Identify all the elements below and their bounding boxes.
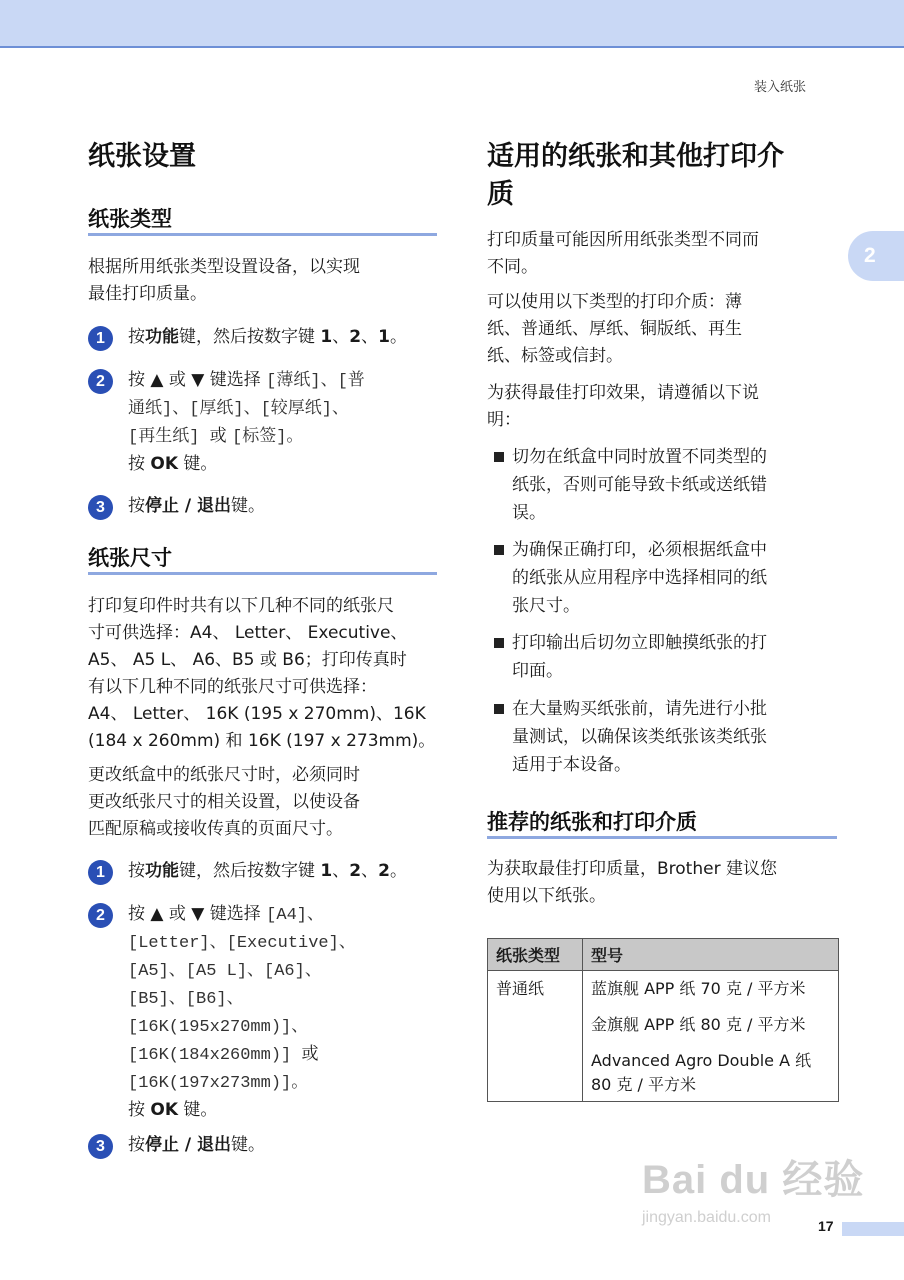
paper-type-step-1: 按功能键，然后按数字键 1、2、1。 bbox=[128, 327, 407, 347]
bullet-item: 切勿在纸盒中同时放置不同类型的 纸张，否则可能导致卡纸或送纸错 误。 bbox=[512, 447, 767, 523]
footer-bar bbox=[842, 1222, 904, 1236]
watermark: Bai du 经验 jingyan.baidu.com bbox=[642, 1158, 865, 1226]
step-number-3: 3 bbox=[88, 1134, 113, 1159]
page-number: 17 bbox=[818, 1218, 834, 1234]
section-title-paper-settings: 纸张设置 bbox=[88, 141, 196, 172]
recommended-paper-table bbox=[487, 938, 839, 1102]
heading-recommended-media: 推荐的纸张和打印介质 bbox=[487, 810, 697, 834]
best-results-intro: 为获得最佳打印效果，请遵循以下说 明： bbox=[487, 383, 759, 430]
step-number-1: 1 bbox=[88, 860, 113, 885]
bullet-square-icon bbox=[494, 704, 504, 714]
running-title: 装入纸张 bbox=[753, 80, 806, 95]
section-title-suitable-media: 适用的纸张和其他打印介 质 bbox=[487, 141, 784, 210]
paper-size-note: 更改纸盒中的纸张尺寸时，必须同时 更改纸张尺寸的相关设置，以使设备 匹配原稿或接收传真的页面尺寸。 bbox=[88, 765, 360, 839]
chapter-number: 2 bbox=[864, 244, 876, 267]
heading-underline bbox=[88, 233, 437, 236]
table-header-cell: 型号 bbox=[583, 939, 839, 971]
heading-underline bbox=[487, 836, 837, 839]
paper-size-description: 打印复印件时共有以下几种不同的纸张尺 寸可供选择：A4、 Letter、 Executive、 A5、 A5 L、 A6、B5 或 B6；打印传真时 有以下几种不同的纸张尺寸可供选择： A4、 Letter、 16K (195 x 270mm)、16K (184 x 260mm) 和 16K (197 x 273mm)。 bbox=[88, 596, 436, 751]
bullet-square-icon bbox=[494, 638, 504, 648]
paper-type-step-3: 按停止 / 退出键。 bbox=[128, 496, 266, 516]
step-number-2: 2 bbox=[88, 903, 113, 928]
bullet-square-icon bbox=[494, 452, 504, 462]
step-number-1: 1 bbox=[88, 326, 113, 351]
heading-paper-size: 纸张尺寸 bbox=[88, 546, 172, 570]
bullet-item: 打印输出后切勿立即触摸纸张的打 印面。 bbox=[512, 633, 767, 681]
bullet-item: 在大量购买纸张前，请先进行小批 量测试，以确保该类纸张该类纸张 适用于本设备。 bbox=[512, 699, 767, 775]
recommended-intro: 为获取最佳打印质量，Brother 建议您 使用以下纸张。 bbox=[487, 859, 777, 906]
table-header-row bbox=[488, 939, 839, 971]
step-number-3: 3 bbox=[88, 495, 113, 520]
table-row bbox=[488, 971, 839, 1102]
paper-type-cell: 普通纸 bbox=[488, 971, 583, 1102]
heading-paper-type: 纸张类型 bbox=[88, 207, 172, 231]
paper-size-step-2: 按 ▲ 或 ▼ 键选择 [A4]、 [Letter]、[Executive]、 [A5]、[A5 L]、[A6]、 [B5]、[B6]、 [16K(195x270mm)]、 [16K(184x260mm)] 或 [16K(197x273mm)]。 按 OK 键。 bbox=[128, 904, 356, 1120]
bullet-square-icon bbox=[494, 545, 504, 555]
top-header-bar bbox=[0, 0, 904, 48]
chapter-tab bbox=[848, 231, 904, 281]
paper-type-step-2: 按 ▲ 或 ▼ 键选择 [薄纸]、[普 通纸]、[厚纸]、[较厚纸]、 [再生纸] 或 [标签]。 按 OK 键。 bbox=[128, 370, 365, 474]
paper-type-intro: 根据所用纸张类型设置设备，以实现 最佳打印质量。 bbox=[88, 257, 360, 304]
paper-model-cell: 蓝旗舰 APP 纸 70 克 / 平方米 金旗舰 APP 纸 80 克 / 平方米 Advanced Agro Double A 纸 80 克 / 平方米 bbox=[583, 971, 839, 1102]
paper-size-step-1: 按功能键，然后按数字键 1、2、2。 bbox=[128, 861, 407, 881]
paper-size-step-3: 按停止 / 退出键。 bbox=[128, 1135, 266, 1155]
bullet-item: 为确保正确打印，必须根据纸盒中 的纸张从应用程序中选择相同的纸 张尺寸。 bbox=[512, 540, 767, 616]
table-header-cell: 纸张类型 bbox=[488, 939, 583, 971]
heading-underline bbox=[88, 572, 437, 575]
print-quality-note: 打印质量可能因所用纸张类型不同而 不同。 bbox=[487, 230, 759, 277]
media-types-list: 可以使用以下类型的打印介质：薄 纸、普通纸、厚纸、铜版纸、再生 纸、标签或信封。 bbox=[487, 292, 742, 366]
step-number-2: 2 bbox=[88, 369, 113, 394]
